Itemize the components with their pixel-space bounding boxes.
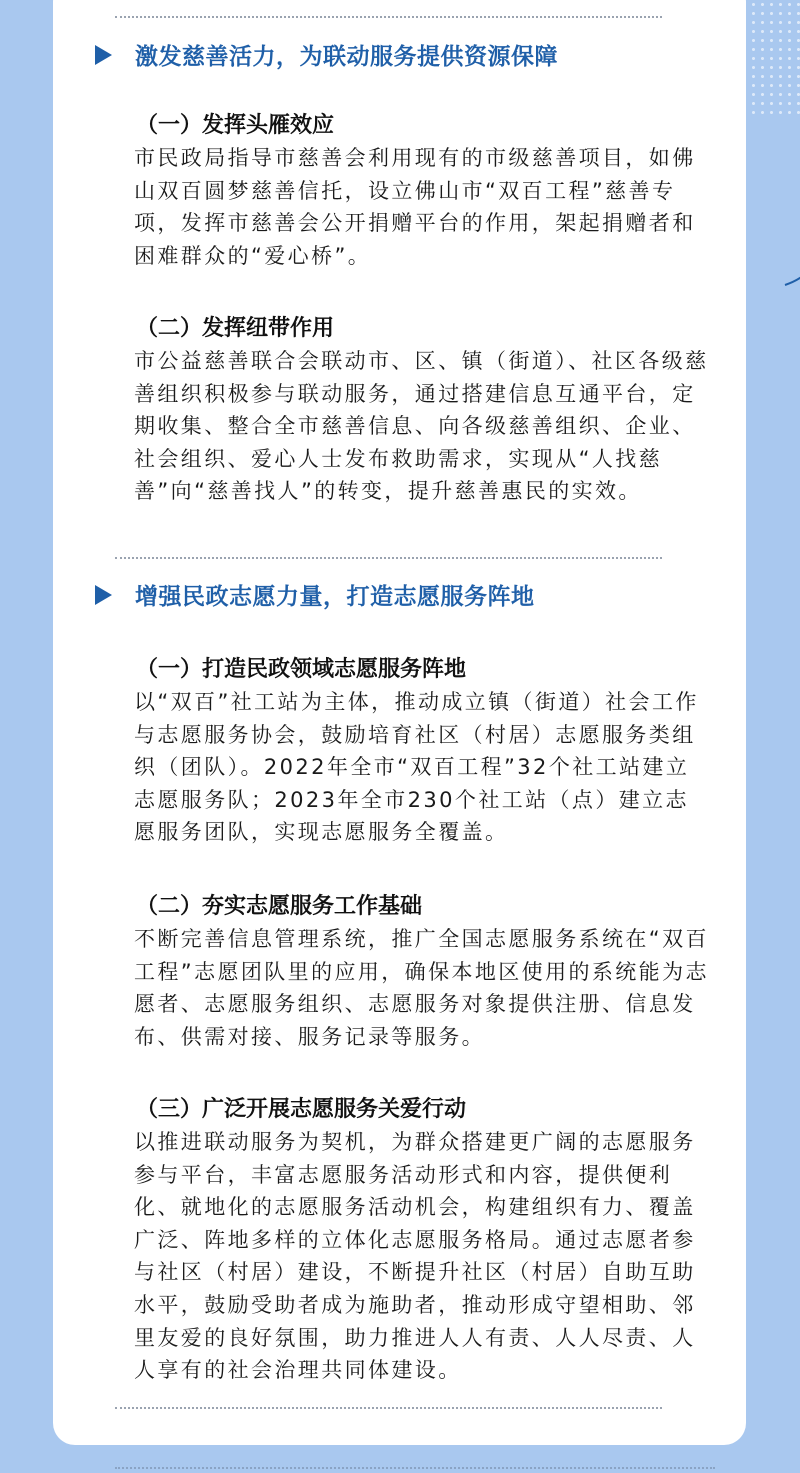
subsection-body: 以“双百”社工站为主体，推动成立镇（街道）社会工作与志愿服务协会，鼓励培育社区（村居）志愿服务类组织（团队）。2022年全市“双百工程”32个社工站建立志愿服务队；2023年全市230个社工站（点）建立志愿服务团队，实现志愿服务全覆盖。 xyxy=(134,690,699,845)
divider-outside xyxy=(115,1467,715,1469)
subsection-body: 以推进联动服务为契机，为群众搭建更广阔的志愿服务参与平台，丰富志愿服务活动形式和内容，提供便利化、就地化的志愿服务活动机会，构建组织有力、覆盖广泛、阵地多样的立体化志愿服务格局。通过志愿者参与社区（村居）建设，不断提升社区（村居）自助互助水平，鼓励受助者成为施助者，推动形成守望相助、邻里友爱的良好氛围，助力推进人人有责、人人尽责、人人享有的社会治理共同体建设。 xyxy=(134,1130,696,1383)
subsection-body: 市民政局指导市慈善会利用现有的市级慈善项目，如佛山双百圆梦慈善信托，设立佛山市“双百工程”慈善专项，发挥市慈善会公开捐赠平台的作用，架起捐赠者和困难群众的“爱心桥”。 xyxy=(134,146,696,268)
background-swoosh xyxy=(740,250,800,300)
subsection-title: （三）广泛开展志愿服务关爱行动 xyxy=(136,1097,467,1122)
subsection-title: （二）发挥纽带作用 xyxy=(136,316,335,341)
subsection-body: 市公益慈善联合会联动市、区、镇（街道）、社区各级慈善组织积极参与联动服务，通过搭建信息互通平台，定期收集、整合全市慈善信息、向各级慈善组织、企业、社会组织、爱心人士发布救助需求，实现从“人找慈善”向“慈善找人”的转变，提升慈善惠民的实效。 xyxy=(134,349,709,504)
section-header-2 xyxy=(95,578,535,611)
divider-top xyxy=(115,16,662,18)
divider-bottom xyxy=(115,1407,662,1409)
subsection-title: （一）打造民政领域志愿服务阵地 xyxy=(136,657,467,682)
section-title: 增强民政志愿力量，打造志愿服务阵地 xyxy=(135,584,535,610)
subsection-body: 不断完善信息管理系统，推广全国志愿服务系统在“双百工程”志愿团队里的应用，确保本地区使用的系统能为志愿者、志愿服务组织、志愿服务对象提供注册、信息发布、供需对接、服务记录等服务。 xyxy=(134,927,709,1049)
triangle-bullet-icon xyxy=(95,585,112,605)
triangle-bullet-icon xyxy=(95,45,112,65)
subsection-title: （二）夯实志愿服务工作基础 xyxy=(136,894,423,919)
section-title: 激发慈善活力，为联动服务提供资源保障 xyxy=(135,44,558,70)
divider-middle xyxy=(115,557,662,559)
subsection-title: （一）发挥头雁效应 xyxy=(136,113,335,138)
section-header-1 xyxy=(95,38,558,71)
